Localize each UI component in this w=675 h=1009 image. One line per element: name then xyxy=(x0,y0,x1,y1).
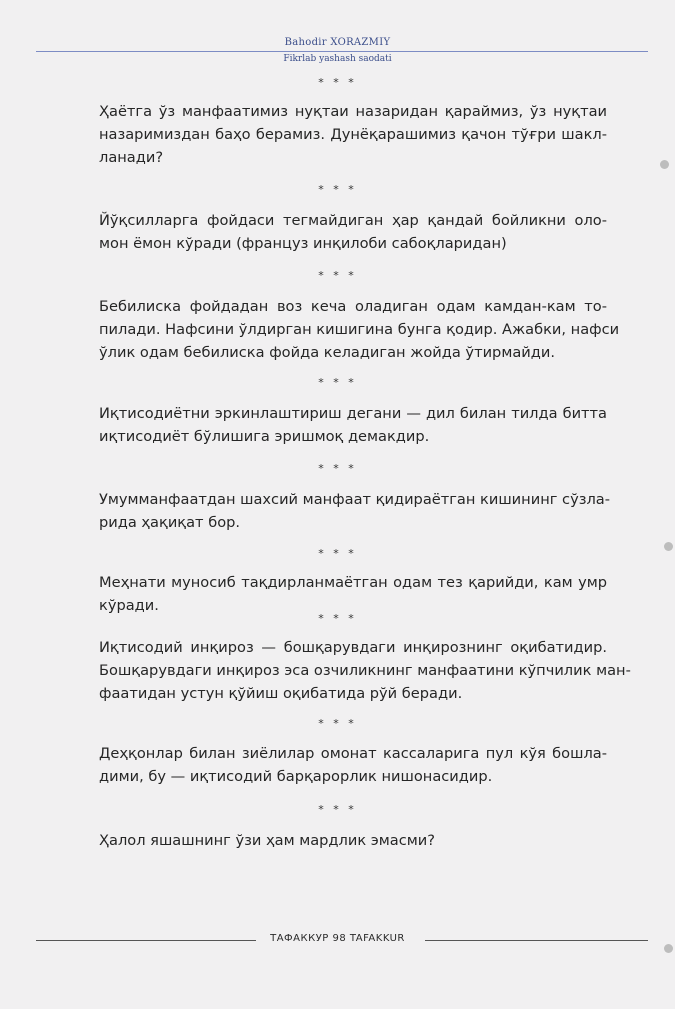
paragraph-line: Бебилиска фойдадан воз кеча оладиган одам камдан-кам то- xyxy=(99,298,607,315)
section-separator: * * * xyxy=(318,376,357,389)
paragraph-line: дими, бу — иқтисодий барқарорлик нишонасидир. xyxy=(99,768,493,785)
paragraph-line: Иқтисодий инқироз — бошқарувдаги инқирознинг оқибатидир. xyxy=(99,639,607,656)
section-separator: * * * xyxy=(318,183,357,196)
paragraph-line: мон ёмон кўради (француз инқилоби сабоқларидан) xyxy=(99,235,507,252)
paragraph-line: фаатидан устун қўйиш оқибатида рўй беради. xyxy=(99,685,463,702)
section-separator: * * * xyxy=(318,269,357,282)
page-footer: ТАФАККУР 98 TAFAKKUR xyxy=(270,933,405,944)
binder-hole xyxy=(660,160,669,169)
section-separator: * * * xyxy=(318,76,357,89)
aphorism-paragraph-3 xyxy=(99,295,620,364)
binder-hole xyxy=(664,542,673,551)
aphorism-paragraph-7 xyxy=(99,636,631,705)
aphorism-paragraph-1 xyxy=(99,100,607,169)
paragraph-line: Иқтисодиётни эркинлаштириш дегани — дил билан тилда битта xyxy=(99,405,607,422)
section-separator: * * * xyxy=(318,612,357,625)
aphorism-paragraph-6 xyxy=(99,571,607,617)
aphorism-paragraph-2 xyxy=(99,209,607,255)
paragraph-line: назаримиздан баҳо берамиз. Дунёқарашимиз қачон тўғри шакл- xyxy=(99,126,607,143)
paragraph-line: ўлик одам бебилиска фойда келадиган жойда ўтирмайди. xyxy=(99,344,555,361)
aphorism-paragraph-5 xyxy=(99,488,611,534)
binder-hole xyxy=(664,944,673,953)
section-separator: * * * xyxy=(318,547,357,560)
paragraph-line: кўради. xyxy=(99,597,159,614)
aphorism-paragraph-4 xyxy=(99,402,607,448)
paragraph-line: Ҳаётга ўз манфаатимиз нуқтаи назаридан қараймиз, ўз нуқтаи xyxy=(99,103,607,120)
paragraph-line: Йўқсилларга фойдаси тегмайдиган ҳар қандай бойликни оло- xyxy=(99,212,607,229)
paragraph-line: иқтисодиёт бўлишига эришмоқ демакдир. xyxy=(99,428,430,445)
running-header-author: Bahodir XORAZMIY xyxy=(284,37,391,48)
paragraph-line: Бошқарувдаги инқироз эса озчиликнинг манфаатини кўпчилик ман- xyxy=(99,662,631,679)
paragraph-line: Ҳалол яшашнинг ўзи ҳам мардлик эмасми? xyxy=(99,832,436,849)
paragraph-line: рида ҳақиқат бор. xyxy=(99,514,241,531)
paragraph-line: Деҳқонлар билан зиёлилар омонат кассаларига пул кўя бошла- xyxy=(99,745,607,762)
paragraph-line: Умумманфаатдан шахсий манфаат қидираётган кишининг сўзла- xyxy=(99,491,611,508)
aphorism-paragraph-9 xyxy=(99,829,607,852)
footer-rule-right xyxy=(425,940,648,941)
section-separator: * * * xyxy=(318,462,357,475)
section-separator: * * * xyxy=(318,717,357,730)
paragraph-line: ланади? xyxy=(99,149,164,166)
section-separator: * * * xyxy=(318,803,357,816)
header-rule xyxy=(36,51,648,52)
paragraph-line: Меҳнати муносиб тақдирланмаётган одам тез қарийди, кам умр xyxy=(99,574,607,591)
aphorism-paragraph-8 xyxy=(99,742,607,788)
paragraph-line: пилади. Нафсини ўлдирган кишигина бунга қодир. Ажабки, нафси xyxy=(99,321,620,338)
running-header-book-title: Fikrlab yashash saodati xyxy=(283,54,392,64)
